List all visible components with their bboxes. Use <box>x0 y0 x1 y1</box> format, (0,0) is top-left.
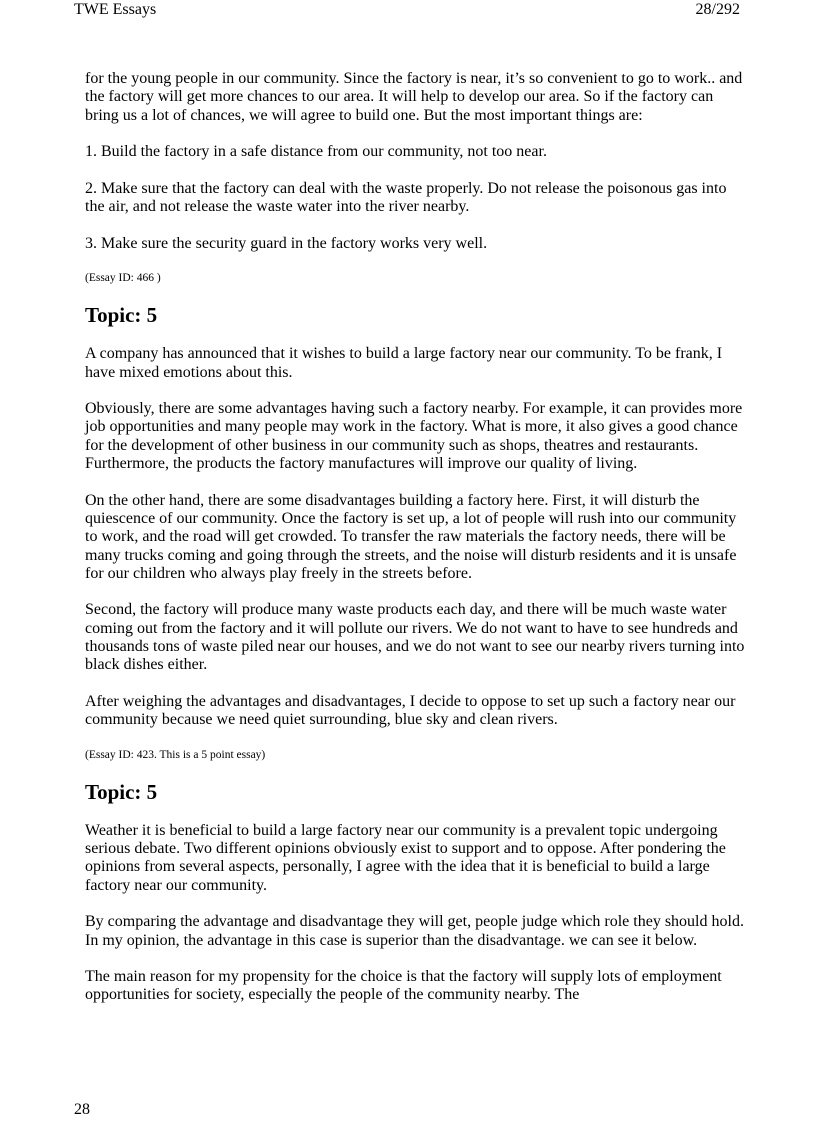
paragraph: Weather it is beneficial to build a large factory near our community is a prevalent topic undergoing serious debate. Two different opinions obviously exist to support and to oppose. After pondering the opinions from several aspects, personally, I agree with the idea that it is beneficial to build a large factory near our community. <box>85 821 726 894</box>
paragraph: for the young people in our community. Since the factory is near, it’s so convenient to go to work.. and the factory will get more chances to our area. It will help to develop our area. So if the factory can bring us a lot of chances, we will agree to build one. But the most important things are: <box>85 70 743 124</box>
paragraph: Second, the factory will produce many waste products each day, and there will be much waste water coming out from the factory and it will pollute our rivers. We do not want to have to see hundreds and thousands tons of waste piled near our houses, and we do not want to see our nearby rivers turning into black dishes either. <box>85 601 745 674</box>
paragraph: On the other hand, there are some disadvantages building a factory here. First, it will disturb the quiescence of our community. Once the factory is set up, a lot of people will rush into our community to work, and the road will get crowded. To transfer the raw materials the factory needs, there will be many trucks coming and going through the streets, and the noise will disturb residents and it is unsafe for our children who always play freely in the streets before. <box>85 491 737 582</box>
paragraph: Obviously, there are some advantages having such a factory nearby. For example, it can provides more job opportunities and many people may work in the factory. What is more, it also gives a good chance for the development of other business in our community such as shops, theatres and restaurants. Furthermore, the products the factory manufactures will improve our quality of living. <box>85 400 743 473</box>
essay-466 <box>85 70 745 285</box>
page-content <box>85 70 745 1023</box>
paragraph: 1. Build the factory in a safe distance from our community, not too near. <box>85 143 547 161</box>
essay-id-note: (Essay ID: 466 ) <box>85 272 161 285</box>
paragraph: 2. Make sure that the factory can deal with the waste properly. Do not release the poisonous gas into the air, and not release the waste water into the river nearby. <box>85 179 727 216</box>
essay-id-note: (Essay ID: 423. This is a 5 point essay) <box>85 748 266 761</box>
page-number: 28 <box>74 1101 90 1118</box>
document-title: TWE Essays <box>74 1 157 18</box>
topic-heading: Topic: 5 <box>85 303 158 328</box>
essay-next <box>85 780 745 1005</box>
paragraph: A company has announced that it wishes to build a large factory near our community. To be frank, I have mixed emotions about this. <box>85 345 723 381</box>
essay-423 <box>85 303 745 762</box>
paragraph: After weighing the advantages and disadvantages, I decide to oppose to set up such a factory near our community because we need quiet surrounding, blue sky and clean rivers. <box>85 692 736 729</box>
paragraph: By comparing the advantage and disadvantage they will get, people judge which role they should hold. In my opinion, the advantage in this case is superior than the disadvantage. we can see it below. <box>85 913 744 949</box>
paragraph: 3. Make sure the security guard in the factory works very well. <box>85 234 488 252</box>
page-counter: 28/292 <box>695 1 740 18</box>
topic-heading: Topic: 5 <box>85 779 158 804</box>
paragraph: The main reason for my propensity for the choice is that the factory will supply lots of employment opportunities for society, especially the people of the community nearby. The <box>85 968 722 1004</box>
